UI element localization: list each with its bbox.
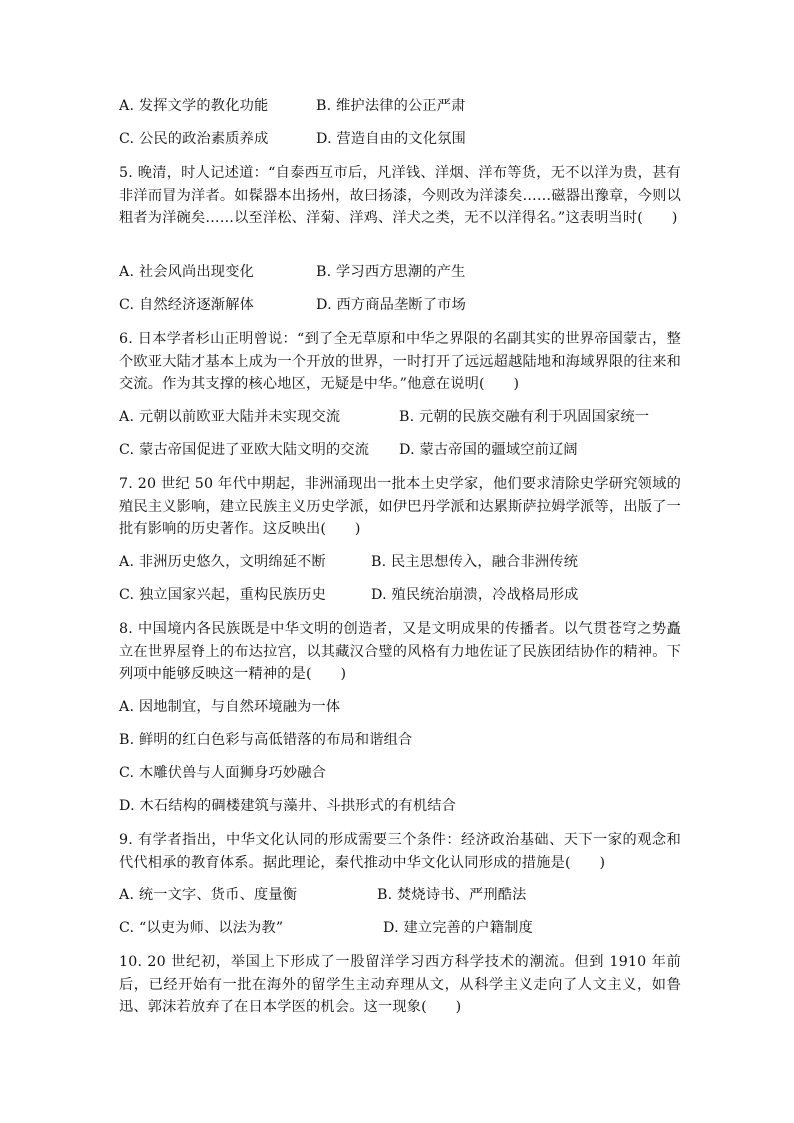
q5-option-d: D. 西方商品垄断了市场	[316, 297, 466, 313]
q6-option-a: A. 元朝以前欧亚大陆并未实现交流	[119, 409, 341, 425]
q9-option-a: A. 统一文字、货币、度量衡	[119, 887, 298, 903]
q4-option-c: C. 公民的政治素质养成	[119, 131, 269, 147]
q4-option-b: B. 维护法律的公正严肃	[316, 98, 466, 114]
q4-option-d: D. 营造自由的文化氛围	[316, 131, 466, 147]
q9-option-b: B. 焚烧诗书、严刑酷法	[377, 887, 527, 903]
q8-option-d: D. 木石结构的碉楼建筑与藻井、斗拱形式的有机结合	[119, 798, 457, 814]
q7-option-d: D. 殖民统治崩溃，冷战格局形成	[371, 587, 579, 603]
q7-option-c: C. 独立国家兴起，重构民族历史	[119, 587, 327, 603]
q7-option-b: B. 民主思想传入，融合非洲传统	[371, 554, 579, 570]
q8-option-c: C. 木雕伏兽与人面狮身巧妙融合	[119, 765, 327, 781]
q5-option-b: B. 学习西方思潮的产生	[316, 264, 466, 280]
q6-option-d: D. 蒙古帝国的疆域空前辽阔	[399, 442, 578, 458]
q4-option-a: A. 发挥文学的教化功能	[119, 98, 269, 114]
q9-stem: 9. 有学者指出，中华文化认同的形成需要三个条件：经济政治基础、天下一家的观念和代代相承的教育体系。据此理论，秦代推动中华文化认同形成的措施是( )	[119, 832, 681, 871]
q8-option-b: B. 鲜明的红白色彩与高低错落的布局和谐组合	[119, 732, 413, 748]
q10-stem: 10. 20 世纪初，举国上下形成了一股留洋学习西方科学技术的潮流。但到 1910 年前后，已经开始有一批在海外的留学生主动弃理从文，从科学主义走向了人文主义，如鲁迅、郭沫若放弃了在日本学医的机会。这一现象( )	[119, 954, 681, 1015]
q5-option-c: C. 自然经济逐渐解体	[119, 297, 255, 313]
q9-option-c: C. “以吏为师、以法为教”	[119, 920, 284, 936]
q6-option-c: C. 蒙古帝国促进了亚欧大陆文明的交流	[119, 442, 370, 458]
q8-stem: 8. 中国境内各民族既是中华文明的创造者，又是文明成果的传播者。以气贯苍穹之势矗立在世界屋脊上的布达拉宫，以其藏汉合璧的风格有力地佐证了民族团结协作的精神。下列项中能够反映这一精神的是( )	[119, 621, 681, 682]
q7-stem: 7. 20 世纪 50 年代中期起，非洲涌现出一批本土史学家，他们要求清除史学研究领域的殖民主义影响，建立民族主义历史学派，如伊巴丹学派和达累斯萨拉姆学派等，出版了一批有影响的历史著作。这反映出( )	[119, 476, 681, 537]
q9-option-d: D. 建立完善的户籍制度	[383, 920, 533, 936]
q6-stem: 6. 日本学者杉山正明曾说：“到了全无草原和中华之界限的名副其实的世界帝国蒙古，整个欧亚大陆才基本上成为一个开放的世界，一时打开了远远超越陆地和海域界限的往来和交流。作为其支撑的核心地区，无疑是中华。”他意在说明( )	[119, 331, 681, 392]
q8-option-a: A. 因地制宜，与自然环境融为一体	[119, 699, 341, 715]
q5-option-a: A. 社会风尚出现变化	[119, 264, 254, 280]
q7-option-a: A. 非洲历史悠久，文明绵延不断	[119, 554, 326, 570]
q5-stem: 5. 晚清，时人记述道：“自泰西互市后，凡洋钱、洋烟、洋布等货，无不以洋为贵，甚有非洋而冒为洋者。如髹器本出扬州，故曰扬漆，今则改为洋漆矣……磁器出豫章，今则以粗者为洋碗矣……以至洋松、洋菊、洋鸡、洋犬之类，无不以洋得名。”这表明当时( )	[119, 165, 681, 226]
q6-option-b: B. 元朝的民族交融有利于巩固国家统一	[399, 409, 650, 425]
